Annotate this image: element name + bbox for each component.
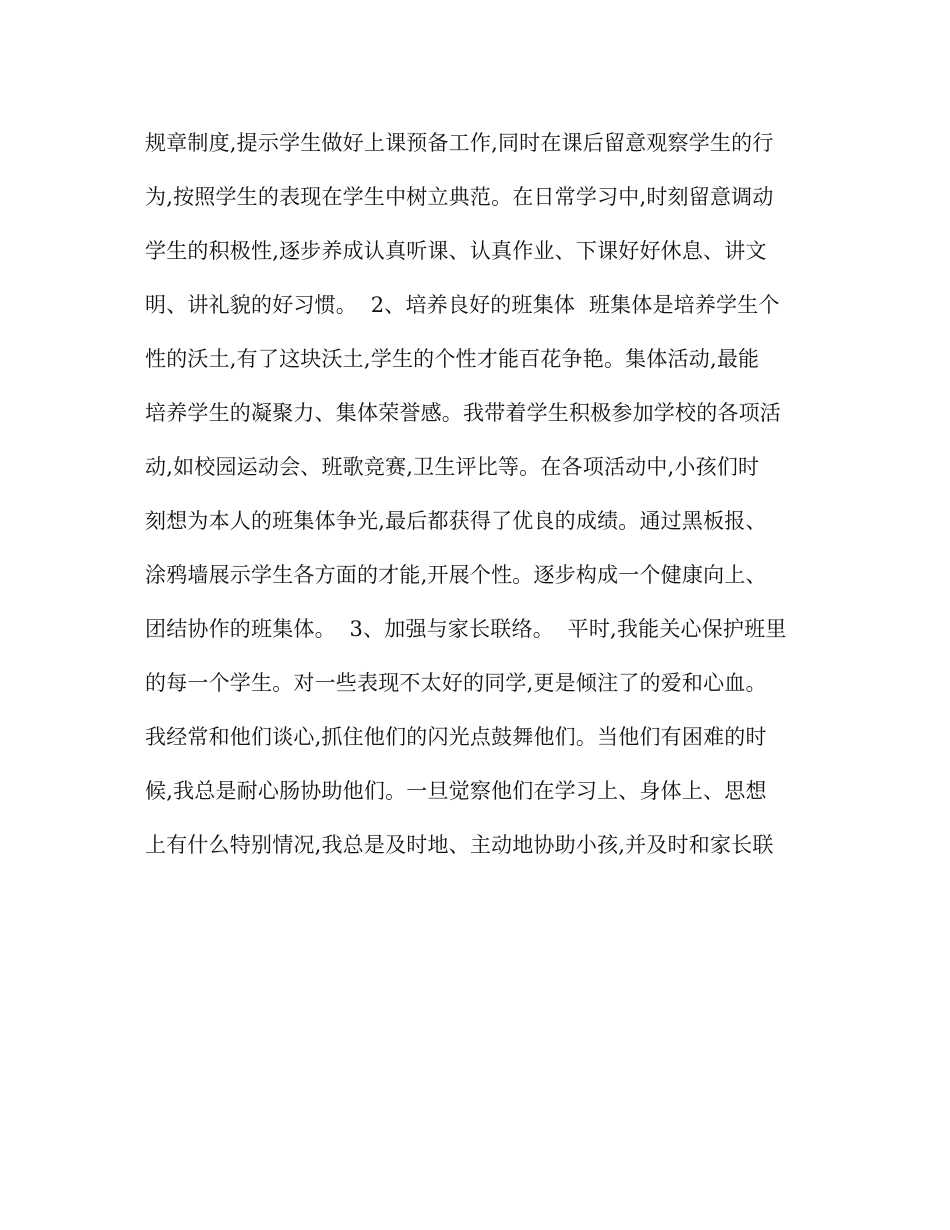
text-line: 规章制度,提示学生做好上课预备工作,同时在课后留意观察学生的行 <box>145 131 774 155</box>
text-line: 学生的积极性,逐步养成认真听课、认真作业、下课好好休息、讲文 <box>145 239 767 263</box>
text-line: 涂鸦墙展示学生各方面的才能,开展个性。逐步构成一个健康向上、 <box>145 563 767 587</box>
text-line: 培养学生的凝聚力、集体荣誉感。我带着学生积极参加学校的各项活 <box>145 401 781 425</box>
text-line: 性的沃土,有了这块沃土,学生的个性才能百花争艳。集体活动,最能 <box>145 347 760 371</box>
text-line: 刻想为本人的班集体争光,最后都获得了优良的成绩。通过黑板报、 <box>145 509 767 533</box>
text-line: 候,我总是耐心肠协助他们。一旦觉察他们在学习上、身体上、思想 <box>145 779 767 803</box>
text-line: 为,按照学生的表现在学生中树立典范。在日常学习中,时刻留意调动 <box>145 185 774 209</box>
text-line: 明、讲礼貌的好习惯。 2、培养良好的班集体 班集体是培养学生个 <box>145 293 780 317</box>
text-line: 上有什么特别情况,我总是及时地、主动地协助小孩,并及时和家长联 <box>145 833 774 857</box>
text-line: 团结协作的班集体。 3、加强与家长联络。 平时,我能关心保护班里 <box>145 617 787 641</box>
body-text <box>145 118 805 874</box>
text-line: 动,如校园运动会、班歌竞赛,卫生评比等。在各项活动中,小孩们时 <box>145 455 760 479</box>
text-line: 的每一个学生。对一些表现不太好的同学,更是倾注了的爱和心血。 <box>145 671 767 695</box>
text-line: 我经常和他们谈心,抓住他们的闪光点鼓舞他们。当他们有困难的时 <box>145 725 767 749</box>
